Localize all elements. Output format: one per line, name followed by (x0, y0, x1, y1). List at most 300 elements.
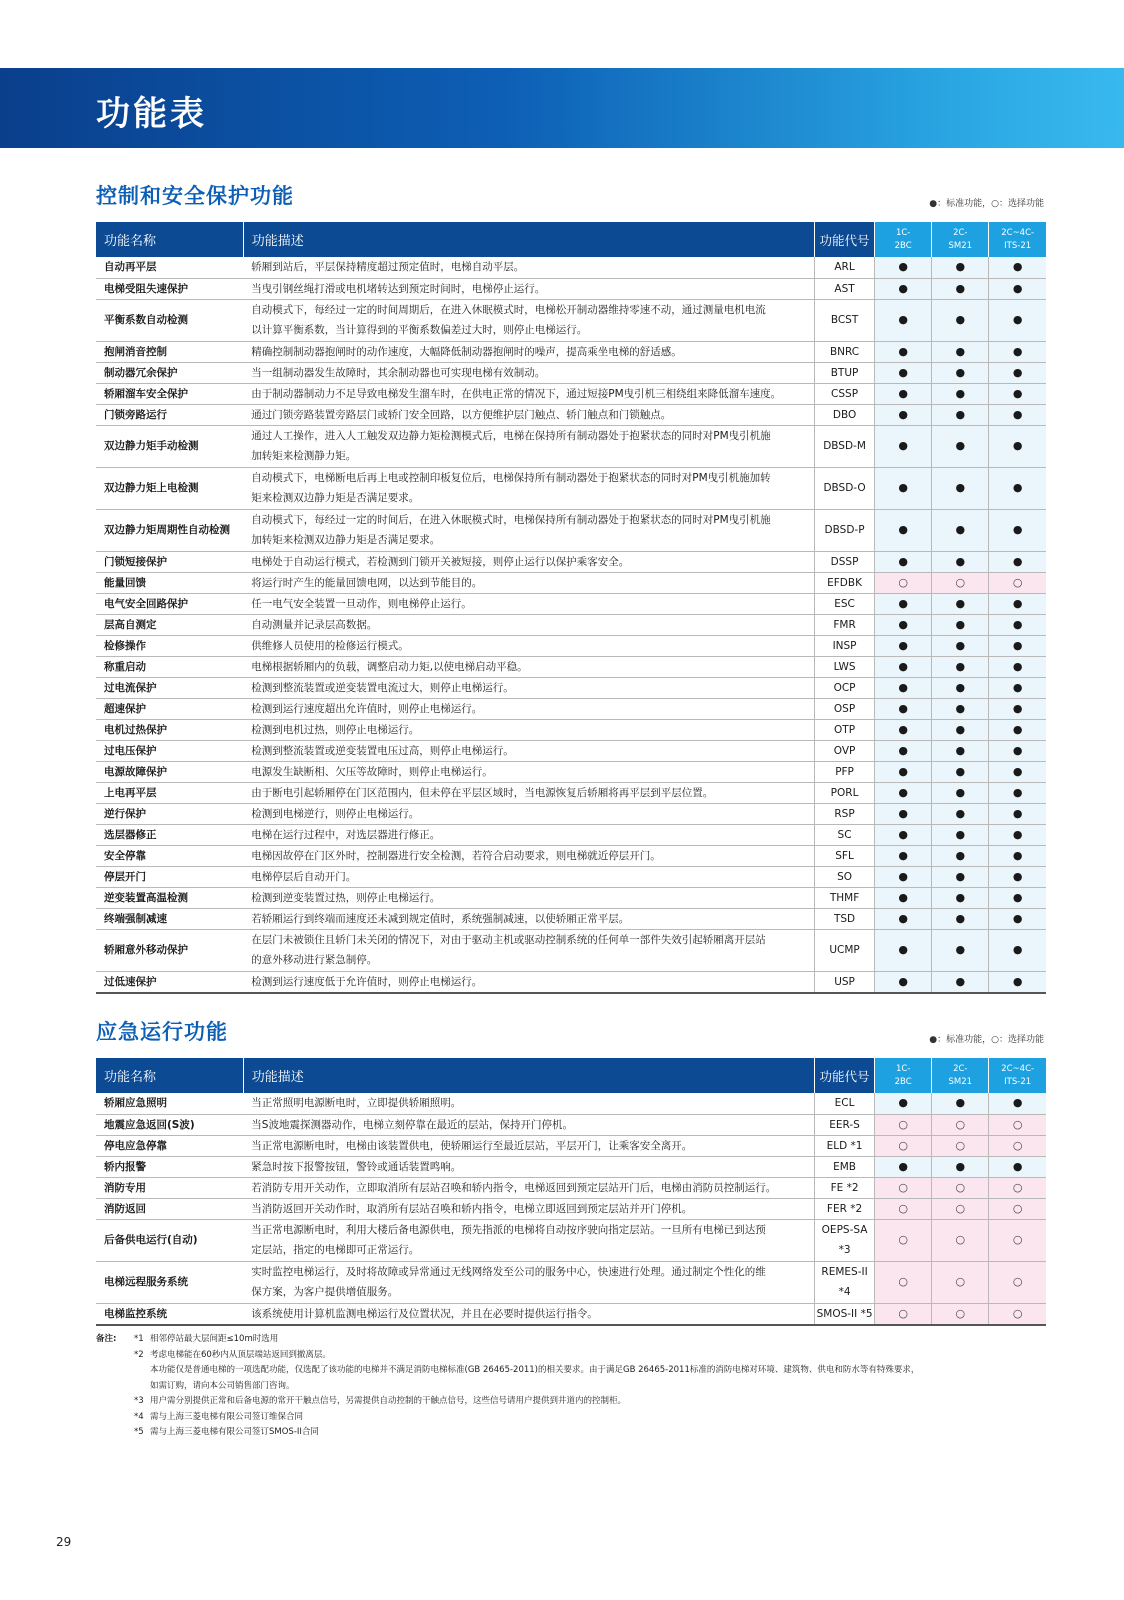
footnote-text: 相邻停站最大层间距≤10m时选用 (150, 1334, 279, 1344)
optional-mark: ○ (932, 572, 989, 593)
model-header-line: SM21 (948, 240, 973, 251)
table-row (96, 1093, 1046, 1114)
optional-mark: ○ (989, 1198, 1046, 1219)
standard-mark: ● (932, 278, 989, 299)
function-code-cell: ESC (814, 593, 874, 614)
footnotes-label: 备注: (96, 1334, 117, 1344)
standard-mark: ● (932, 719, 989, 740)
footnote-number: *2 (134, 1349, 144, 1360)
table-row (96, 341, 1046, 362)
function-desc-cell (243, 782, 814, 803)
standard-mark: ● (875, 614, 932, 635)
function-name-cell: 轿厢溜车安全保护 (96, 383, 243, 404)
table-row (96, 803, 1046, 824)
function-desc-cell (243, 1177, 814, 1198)
page-number: 29 (56, 1535, 72, 1549)
standard-mark: ● (875, 719, 932, 740)
function-name-cell: 双边静力矩手动检测 (96, 425, 243, 467)
function-code-cell: CSSP (814, 383, 874, 404)
function-code-cell: REMES-II *4 (814, 1261, 874, 1303)
header-model-1 (875, 1058, 932, 1093)
standard-mark: ● (875, 782, 932, 803)
model-header-line: 2C~4C- (1001, 227, 1035, 238)
standard-mark: ● (989, 761, 1046, 782)
standard-mark: ● (989, 362, 1046, 383)
standard-mark: ● (932, 593, 989, 614)
table-row (96, 1135, 1046, 1156)
function-name-cell: 上电再平层 (96, 782, 243, 803)
function-name-cell: 终端强制减速 (96, 908, 243, 929)
desc-line: 在层门未被锁住且轿门未关闭的情况下，对由于驱动主机或驱动控制系统的任何单一部件失效引起轿厢离开层站 (251, 934, 766, 946)
function-desc-cell (243, 404, 814, 425)
desc-line: 自动模式下，每经过一定的时间周期后，在进入休眠模式时，电梯松开制动器维持零速不动，通过测量电机电流 (251, 304, 766, 316)
table-row (96, 383, 1046, 404)
function-name-cell: 消防返回 (96, 1198, 243, 1219)
function-name-cell: 电梯受阻失速保护 (96, 278, 243, 299)
page-banner (0, 68, 1124, 148)
function-name-cell: 超速保护 (96, 698, 243, 719)
table-header-row (96, 1058, 1046, 1093)
table-row (96, 719, 1046, 740)
legend: ●：标准功能，○：选择功能 (929, 199, 1044, 209)
table-row (96, 656, 1046, 677)
table-row (96, 929, 1046, 971)
desc-line: 当正常电源断电时，电梯由该装置供电，使轿厢运行至最近层站，平层开门，让乘客安全离开。 (251, 1139, 693, 1152)
optional-mark: ○ (875, 1198, 932, 1219)
function-desc-cell (243, 593, 814, 614)
desc-line: 定层站，指定的电梯即可正常运行。 (251, 1244, 420, 1256)
standard-mark: ● (989, 509, 1046, 551)
standard-mark: ● (932, 551, 989, 572)
function-code-cell: SMOS-II *5 (814, 1303, 874, 1325)
desc-line: 当正常照明电源断电时，立即提供轿厢照明。 (251, 1097, 462, 1110)
standard-mark: ● (875, 824, 932, 845)
function-desc-cell (243, 362, 814, 383)
desc-line: 检测到电梯逆行，则停止电梯运行。 (251, 807, 420, 820)
desc-line: 该系统使用计算机监测电梯运行及位置状况，并且在必要时提供运行指令。 (251, 1307, 598, 1320)
desc-line: 自动模式下，每经过一定的时间后，在进入休眠模式时，电梯保持所有制动器处于抱紧状态的同时对PM曳引机施 (251, 514, 771, 526)
optional-mark: ○ (932, 1303, 989, 1325)
footnote-text: 需与上海三菱电梯有限公司签订SMOS-II合同 (150, 1427, 319, 1437)
function-code-cell: INSP (814, 635, 874, 656)
standard-mark: ● (989, 257, 1046, 278)
desc-line: 若消防专用开关动作，立即取消所有层站召唤和轿内指令，电梯返回到预定层站开门后，电梯由消防员控制运行。 (251, 1181, 777, 1194)
desc-line: 电梯在运行过程中，对选层器进行修正。 (251, 828, 441, 841)
standard-mark: ● (989, 404, 1046, 425)
function-desc-cell (243, 467, 814, 509)
function-code-cell: DBO (814, 404, 874, 425)
optional-mark: ○ (989, 1177, 1046, 1198)
model-header-line: 2C- (953, 227, 968, 238)
standard-mark: ● (989, 866, 1046, 887)
standard-mark: ● (932, 803, 989, 824)
function-code-cell: DBSD-P (814, 509, 874, 551)
table-row (96, 467, 1046, 509)
section-title-control-safety: 控制和安全保护功能 (96, 184, 294, 208)
function-name-cell: 停层开门 (96, 866, 243, 887)
footnote-number: *3 (134, 1396, 144, 1406)
function-code-cell: AST (814, 278, 874, 299)
function-name-cell: 电气安全回路保护 (96, 593, 243, 614)
standard-mark: ● (932, 824, 989, 845)
standard-mark: ● (932, 425, 989, 467)
table-row (96, 572, 1046, 593)
function-code-cell: OSP (814, 698, 874, 719)
optional-mark: ○ (875, 1303, 932, 1325)
optional-mark: ○ (875, 1219, 932, 1261)
function-desc-cell (243, 425, 814, 467)
standard-mark: ● (875, 866, 932, 887)
desc-line: 紧急时按下报警按钮，警铃或通话装置鸣响。 (251, 1160, 462, 1173)
function-code-cell: ELD *1 (814, 1135, 874, 1156)
header-function-name: 功能名称 (96, 222, 243, 257)
desc-line: 实时监控电梯运行，及时将故障或异常通过无线网络发至公司的服务中心，快速进行处理。通过制定个性化的维 (251, 1266, 766, 1278)
standard-mark: ● (875, 761, 932, 782)
function-name-cell: 轿厢应急照明 (96, 1093, 243, 1114)
function-name-cell: 称重启动 (96, 656, 243, 677)
standard-mark: ● (932, 257, 989, 278)
desc-line: 当曳引钢丝绳打滑或电机堵转达到预定时间时，电梯停止运行。 (251, 282, 546, 295)
function-name-cell: 逆行保护 (96, 803, 243, 824)
desc-line: 任一电气安全装置一旦动作，则电梯停止运行。 (251, 597, 472, 610)
table-row (96, 278, 1046, 299)
table-row (96, 845, 1046, 866)
standard-mark: ● (932, 929, 989, 971)
standard-mark: ● (932, 404, 989, 425)
optional-mark: ○ (932, 1198, 989, 1219)
footnote-item (134, 1332, 1046, 1348)
standard-mark: ● (989, 887, 1046, 908)
table-row (96, 509, 1046, 551)
desc-line: 电梯停层后自动开门。 (251, 870, 357, 883)
desc-line: 保方案，为客户提供增值服务。 (251, 1286, 399, 1298)
standard-mark: ● (932, 866, 989, 887)
standard-mark: ● (932, 656, 989, 677)
footnote-text: 本功能仅是普通电梯的一项选配功能，仅选配了该功能的电梯并不满足消防电梯标准(GB 26465-2011)的相关要求。由于满足GB 26465-2011标准的消防电梯对环境、建筑物、供电和防水等有特殊要求， (150, 1365, 920, 1375)
standard-mark: ● (875, 656, 932, 677)
model-header-line: ITS-21 (1004, 240, 1032, 251)
function-name-cell: 抱闸消音控制 (96, 341, 243, 362)
table-row (96, 425, 1046, 467)
standard-mark: ● (875, 635, 932, 656)
optional-mark: ○ (989, 1135, 1046, 1156)
standard-mark: ● (989, 929, 1046, 971)
function-desc-cell (243, 971, 814, 993)
standard-mark: ● (875, 425, 932, 467)
optional-mark: ○ (875, 1177, 932, 1198)
table-row (96, 1219, 1046, 1261)
standard-mark: ● (932, 614, 989, 635)
function-desc-cell (243, 1303, 814, 1325)
footnotes (96, 1332, 1046, 1441)
function-name-cell: 轿厢意外移动保护 (96, 929, 243, 971)
header-function-code: 功能代号 (814, 1058, 874, 1093)
desc-line: 精确控制制动器抱闸时的动作速度，大幅降低制动器抱闸时的噪声，提高乘坐电梯的舒适感。 (251, 345, 682, 358)
function-code-cell: FMR (814, 614, 874, 635)
desc-line: 当正常电源断电时，利用大楼后备电源供电，预先指派的电梯将自动按序驶向指定层站。一旦所有电梯已到达预 (251, 1224, 766, 1236)
function-code-cell: TSD (814, 908, 874, 929)
function-code-cell: SC (814, 824, 874, 845)
function-name-cell: 安全停靠 (96, 845, 243, 866)
optional-mark: ○ (875, 572, 932, 593)
table-row (96, 1303, 1046, 1325)
footnote-number (134, 1379, 150, 1395)
table-row (96, 257, 1046, 278)
function-desc-cell (243, 383, 814, 404)
function-code-cell: DBSD-O (814, 467, 874, 509)
standard-mark: ● (932, 383, 989, 404)
table-row (96, 551, 1046, 572)
standard-mark: ● (989, 740, 1046, 761)
standard-mark: ● (989, 593, 1046, 614)
standard-mark: ● (989, 719, 1046, 740)
standard-mark: ● (932, 467, 989, 509)
standard-mark: ● (932, 509, 989, 551)
function-desc-cell (243, 614, 814, 635)
function-code-cell: USP (814, 971, 874, 993)
header-function-code: 功能代号 (814, 222, 874, 257)
desc-line: 当一组制动器发生故障时，其余制动器也可实现电梯有效制动。 (251, 366, 546, 379)
footnote-number: *4 (134, 1411, 144, 1422)
function-name-cell: 电梯监控系统 (96, 1303, 243, 1325)
standard-mark: ● (875, 404, 932, 425)
desc-line: 将运行时产生的能量回馈电网，以达到节能目的。 (251, 576, 483, 589)
function-name-cell: 后备供电运行(自动) (96, 1219, 243, 1261)
desc-line: 电源发生缺断相、欠压等故障时，则停止电梯运行。 (251, 765, 493, 778)
footnote-item (134, 1425, 1046, 1441)
standard-mark: ● (932, 845, 989, 866)
function-desc-cell (243, 1156, 814, 1177)
function-desc-cell (243, 761, 814, 782)
standard-mark: ● (875, 929, 932, 971)
function-code-cell: EER-S (814, 1114, 874, 1135)
function-code-cell: DSSP (814, 551, 874, 572)
footnote-number: *5 (134, 1427, 144, 1437)
desc-line: 检测到整流装置或逆变装置电压过高，则停止电梯运行。 (251, 744, 514, 757)
function-code-cell: OEPS-SA *3 (814, 1219, 874, 1261)
model-header-line: 1C- (895, 1063, 911, 1074)
function-name-cell: 过低速保护 (96, 971, 243, 993)
function-name-cell: 过电压保护 (96, 740, 243, 761)
function-code-cell: FER *2 (814, 1198, 874, 1219)
standard-mark: ● (989, 341, 1046, 362)
table-row (96, 908, 1046, 929)
standard-mark: ● (932, 1156, 989, 1177)
header-model-3 (989, 1058, 1046, 1093)
standard-mark: ● (932, 908, 989, 929)
optional-mark: ○ (932, 1135, 989, 1156)
header-function-desc: 功能描述 (243, 1058, 814, 1093)
standard-mark: ● (989, 614, 1046, 635)
desc-line: 若轿厢运行到终端而速度还未减到规定值时，系统强制减速，以使轿厢正常平层。 (251, 912, 630, 925)
function-code-cell: RSP (814, 803, 874, 824)
desc-line: 加转矩来检测静力矩。 (251, 450, 357, 462)
standard-mark: ● (989, 635, 1046, 656)
header-model-3 (989, 222, 1046, 257)
function-code-cell: THMF (814, 887, 874, 908)
control-safety-function-table (96, 222, 1046, 994)
function-code-cell: SFL (814, 845, 874, 866)
standard-mark: ● (989, 677, 1046, 698)
standard-mark: ● (875, 740, 932, 761)
optional-mark: ○ (932, 1114, 989, 1135)
function-desc-cell (243, 740, 814, 761)
standard-mark: ● (875, 383, 932, 404)
standard-mark: ● (989, 845, 1046, 866)
footnotes-list (134, 1332, 1046, 1441)
table-row (96, 782, 1046, 803)
function-name-cell: 双边静力矩周期性自动检测 (96, 509, 243, 551)
function-desc-cell (243, 845, 814, 866)
standard-mark: ● (989, 908, 1046, 929)
standard-mark: ● (989, 551, 1046, 572)
footnote-item (134, 1379, 1046, 1395)
table-row (96, 971, 1046, 993)
desc-line: 轿厢到站后，平层保持精度超过预定值时，电梯自动平层。 (251, 261, 525, 274)
function-code-cell: OTP (814, 719, 874, 740)
function-code-cell: FE *2 (814, 1177, 874, 1198)
optional-mark: ○ (989, 1219, 1046, 1261)
standard-mark: ● (875, 887, 932, 908)
standard-mark: ● (875, 908, 932, 929)
function-name-cell: 自动再平层 (96, 257, 243, 278)
model-header-line: ITS-21 (1004, 1076, 1032, 1087)
table-row (96, 887, 1046, 908)
standard-mark: ● (875, 1093, 932, 1114)
standard-mark: ● (932, 782, 989, 803)
standard-mark: ● (989, 425, 1046, 467)
function-code-cell: PORL (814, 782, 874, 803)
standard-mark: ● (932, 341, 989, 362)
optional-mark: ○ (932, 1219, 989, 1261)
standard-mark: ● (932, 761, 989, 782)
footnote-item (134, 1410, 1046, 1426)
model-header-line: 2C~4C- (1001, 1063, 1035, 1074)
standard-mark: ● (875, 467, 932, 509)
table-row (96, 299, 1046, 341)
function-desc-cell (243, 572, 814, 593)
function-name-cell: 平衡系数自动检测 (96, 299, 243, 341)
desc-line: 加转矩来检测双边静力矩是否满足要求。 (251, 534, 441, 546)
function-code-cell: SO (814, 866, 874, 887)
footnote-item (134, 1348, 1046, 1364)
table-row (96, 866, 1046, 887)
optional-mark: ○ (989, 1303, 1046, 1325)
table-row (96, 614, 1046, 635)
desc-line: 矩来检测双边静力矩是否满足要求。 (251, 492, 420, 504)
function-code-cell: BCST (814, 299, 874, 341)
desc-line: 检测到运行速度低于允许值时，则停止电梯运行。 (251, 975, 483, 988)
desc-line: 自动模式下，电梯断电后再上电或控制印板复位后，电梯保持所有制动器处于抱紧状态的同时对PM曳引机施加转 (251, 472, 771, 484)
optional-mark: ○ (875, 1135, 932, 1156)
desc-line: 通过门锁旁路装置旁路层门或轿门安全回路，以方便维护层门触点、轿门触点和门锁触点。 (251, 408, 672, 421)
function-desc-cell (243, 551, 814, 572)
standard-mark: ● (875, 1156, 932, 1177)
function-name-cell: 门锁旁路运行 (96, 404, 243, 425)
table-row (96, 1261, 1046, 1303)
function-code-cell: EFDBK (814, 572, 874, 593)
function-desc-cell (243, 677, 814, 698)
desc-line: 电梯处于自动运行模式，若检测到门锁开关被短接，则停止运行以保护乘客安全。 (251, 555, 630, 568)
function-name-cell: 地震应急返回(S波) (96, 1114, 243, 1135)
standard-mark: ● (875, 971, 932, 993)
table-row (96, 404, 1046, 425)
table-row (96, 740, 1046, 761)
desc-line: 供维修人员使用的检修运行模式。 (251, 639, 409, 652)
function-desc-cell (243, 1093, 814, 1114)
function-desc-cell (243, 719, 814, 740)
function-desc-cell (243, 278, 814, 299)
standard-mark: ● (932, 299, 989, 341)
desc-line: 以计算平衡系数，当计算得到的平衡系数偏差过大时，则停止电梯运行。 (251, 324, 588, 336)
standard-mark: ● (875, 299, 932, 341)
model-header-line: 2BC (894, 240, 912, 251)
footnote-number: *1 (134, 1334, 144, 1344)
standard-mark: ● (875, 551, 932, 572)
table-row (96, 1156, 1046, 1177)
footnote-item (134, 1394, 1046, 1410)
optional-mark: ○ (875, 1261, 932, 1303)
footnote-text: 需与上海三菱电梯有限公司签订维保合同 (150, 1411, 304, 1422)
legend: ●：标准功能，○：选择功能 (929, 1035, 1044, 1045)
optional-mark: ○ (875, 1114, 932, 1135)
header-model-2 (932, 222, 989, 257)
function-name-cell: 门锁短接保护 (96, 551, 243, 572)
function-name-cell: 能量回馈 (96, 572, 243, 593)
standard-mark: ● (989, 1093, 1046, 1114)
table-body (96, 257, 1046, 993)
desc-line: 检测到运行速度超出允许值时，则停止电梯运行。 (251, 702, 483, 715)
standard-mark: ● (932, 698, 989, 719)
function-code-cell: OCP (814, 677, 874, 698)
desc-line: 通过人工操作，进入人工触发双边静力矩检测模式后，电梯在保持所有制动器处于抱紧状态的同时对PM曳引机施 (251, 430, 771, 442)
function-desc-cell (243, 866, 814, 887)
function-desc-cell (243, 299, 814, 341)
standard-mark: ● (989, 278, 1046, 299)
standard-mark: ● (989, 383, 1046, 404)
table-row (96, 1198, 1046, 1219)
function-desc-cell (243, 1135, 814, 1156)
function-code-cell: ARL (814, 257, 874, 278)
table-row (96, 1114, 1046, 1135)
standard-mark: ● (932, 635, 989, 656)
emergency-function-table (96, 1058, 1046, 1326)
desc-line: 检测到电机过热，则停止电梯运行。 (251, 723, 420, 736)
page-title: 功能表 (96, 94, 207, 134)
function-desc-cell (243, 656, 814, 677)
optional-mark: ○ (932, 1261, 989, 1303)
footnote-number (134, 1363, 150, 1379)
table-row (96, 677, 1046, 698)
standard-mark: ● (989, 782, 1046, 803)
function-code-cell: BNRC (814, 341, 874, 362)
function-desc-cell (243, 803, 814, 824)
section-title-emergency: 应急运行功能 (96, 1020, 228, 1044)
desc-line: 电梯根据轿厢内的负载，调整启动力矩,以使电梯启动平稳。 (251, 660, 528, 673)
header-model-2 (932, 1058, 989, 1093)
table-row (96, 1177, 1046, 1198)
table-row (96, 761, 1046, 782)
function-code-cell: LWS (814, 656, 874, 677)
model-header-line: 1C- (895, 227, 911, 238)
standard-mark: ● (875, 593, 932, 614)
standard-mark: ● (875, 803, 932, 824)
standard-mark: ● (932, 362, 989, 383)
table-header-row (96, 222, 1046, 257)
standard-mark: ● (989, 299, 1046, 341)
function-name-cell: 消防专用 (96, 1177, 243, 1198)
optional-mark: ○ (989, 572, 1046, 593)
